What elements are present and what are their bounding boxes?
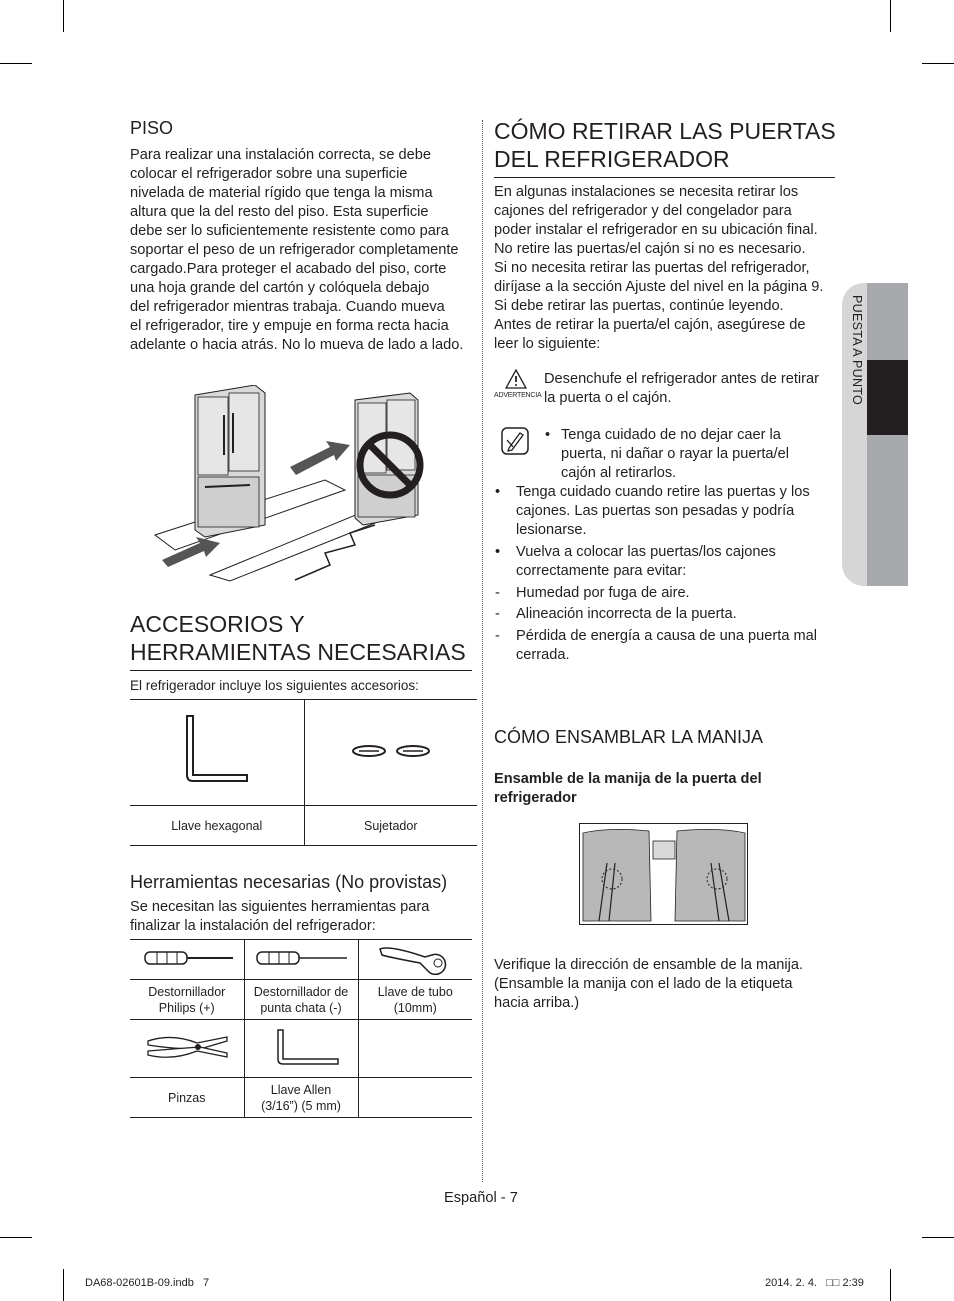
retirar-heading: CÓMO RETIRAR LAS PUERTAS DEL REFRIGERADOR — [494, 118, 836, 172]
tool-image-cell — [358, 1020, 472, 1078]
bullet-item: Vuelva a colocar las puertas/los cajones correctamente para evitar: — [516, 544, 776, 579]
page-number: Español - 7 — [444, 1190, 518, 1206]
crop-mark — [63, 1269, 64, 1301]
tool-label: Destornillador de punta chata (-) — [244, 980, 358, 1020]
manija-subheading: Ensamble de la manija de la puerta del refrigerador — [494, 771, 762, 806]
dash-marker: - — [495, 585, 500, 601]
manija-paragraph: Verifique la dirección de ensamble de la manija. (Ensamble la manija con el lado de la etiqueta hacia arriba.) — [494, 957, 804, 1011]
bullet-item: Tenga cuidado cuando retire las puertas y los cajones. Las puertas son pesadas y podría lesionarse. — [516, 484, 810, 538]
crop-mark — [0, 63, 32, 64]
bullet-marker: • — [495, 484, 501, 500]
note-text: Tenga cuidado de no dejar caer la puerta, ni dañar o rayar la puerta/el cajón al retirarlos. — [561, 427, 789, 481]
accessory-image-cell — [130, 700, 304, 806]
accessory-label: Llave hexagonal — [130, 806, 304, 846]
retirar-paragraph: En algunas instalaciones se necesita retirar los cajones del refrigerador y del congelador para poder instalar el refrigerador en su ubicación final. No retire las puertas/el cajón si no es necesario. Si no necesita retirar las puertas del refrigerador, diríjase a la sección Ajuste del nivel en la página 9. Si debe retirar las puertas, continúe leyendo. Antes de retirar la puerta/el cajón, asegúrese de leer lo siguiente: — [494, 184, 824, 352]
note-bullet-marker: • — [545, 427, 551, 443]
file-name: DA68-02601B-09.indb 7 — [85, 1277, 210, 1289]
tool-image-cell — [358, 940, 472, 980]
pliers-icon — [142, 1027, 232, 1067]
heading-rule — [130, 670, 472, 671]
socket-wrench-icon — [370, 941, 460, 975]
crop-mark — [922, 1237, 954, 1238]
tool-label: Destornillador Philips (+) — [130, 980, 244, 1020]
allen-key-icon — [256, 1027, 346, 1067]
bullet-marker: • — [495, 544, 501, 560]
tool-label: Pinzas — [130, 1078, 244, 1118]
crop-mark — [63, 0, 64, 32]
tool-label: Llave de tubo (10mm) — [358, 980, 472, 1020]
dash-marker: - — [495, 606, 500, 622]
print-date: 2014. 2. 4. □□ 2:39 — [765, 1277, 864, 1289]
accessory-label: Sujetador — [304, 806, 477, 846]
tools-table — [130, 939, 472, 1118]
tool-image-cell — [130, 1020, 244, 1078]
tool-image-cell — [130, 940, 244, 980]
dash-item: Pérdida de energía a causa de una puerta mal cerrada. — [516, 628, 818, 663]
accessories-table — [130, 699, 477, 846]
warning-text: Desenchufe el refrigerador antes de retirar la puerta o el cajón. — [544, 371, 819, 406]
crop-mark — [922, 63, 954, 64]
tool-image-cell — [244, 1020, 358, 1078]
tool-label: Llave Allen (3/16”) (5 mm) — [244, 1078, 358, 1118]
dash-item: Alineación incorrecta de la puerta. — [516, 606, 737, 622]
refrigerator-moving-illustration — [150, 385, 450, 585]
piso-paragraph: Para realizar una instalación correcta, se debe colocar el refrigerador sobre una superficie nivelada de material rígido que tenga la misma altura que la del resto del piso. Esta superficie debe ser lo suficientemente resistente como para soportar el peso de un refrigerador completamente cargado.Para proteger el acabado del piso, corte una hoja grande del cartón y colóquela debajo del refrigerador mientras trabaja. Cuando mueva el refrigerador, tire y empuje en forma recta hacia adelante o hacia atrás. No lo mueva de lado a lado. — [130, 147, 464, 353]
handle-assembly-illustration — [579, 823, 748, 925]
tools-intro: Se necesitan las siguientes herramientas para finalizar la instalación del refrigerador: — [130, 899, 430, 934]
dash-marker: - — [495, 628, 500, 644]
side-tab-label: PUESTA A PUNTO — [850, 295, 864, 406]
column-divider — [482, 120, 483, 1182]
flat-screwdriver-icon — [251, 948, 351, 968]
hex-key-icon — [167, 711, 267, 791]
side-tab-marker — [867, 360, 908, 435]
fastener-icon — [341, 731, 441, 771]
piso-heading: PISO — [130, 118, 174, 138]
accesorios-heading: ACCESORIOS Y HERRAMIENTAS NECESARIAS — [130, 611, 466, 665]
crop-mark — [890, 0, 891, 32]
accessory-image-cell — [304, 700, 477, 806]
heading-rule — [494, 177, 835, 178]
accesorios-intro: El refrigerador incluye los siguientes accesorios: — [130, 678, 419, 693]
manija-heading: CÓMO ENSAMBLAR LA MANIJA — [494, 727, 764, 747]
tool-label — [358, 1078, 472, 1118]
tools-heading: Herramientas necesarias (No provistas) — [130, 872, 448, 892]
warning-icon — [505, 369, 527, 389]
warning-label: ADVERTENCIA — [494, 392, 542, 399]
note-icon — [500, 425, 530, 457]
crop-mark — [0, 1237, 32, 1238]
dash-item: Humedad por fuga de aire. — [516, 585, 690, 601]
tool-image-cell — [244, 940, 358, 980]
crop-mark — [890, 1269, 891, 1301]
phillips-screwdriver-icon — [137, 948, 237, 968]
